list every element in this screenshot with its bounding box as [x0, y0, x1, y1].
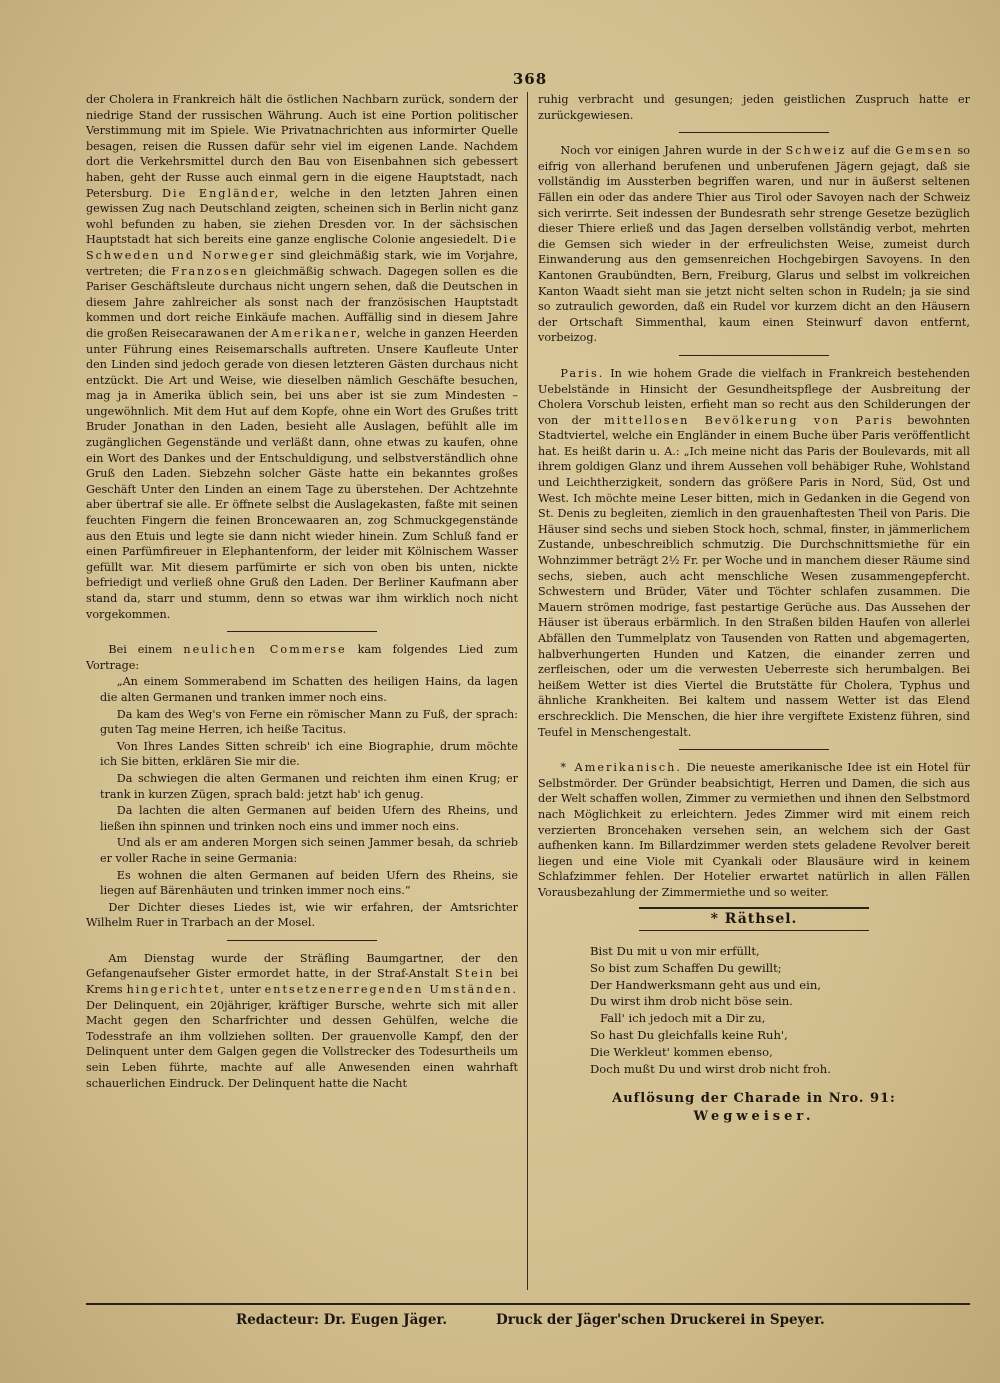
footer-rule	[86, 1303, 970, 1305]
riddle-line: So hast Du gleichfalls keine Ruh',	[590, 1028, 788, 1043]
riddle-poem	[538, 943, 970, 1077]
column-divider	[527, 92, 528, 1290]
article-execution-continued: ruhig verbracht und gesungen; jeden geistlichen Zuspruch hatte er zurückgewiesen.	[538, 93, 970, 122]
riddle-line: Doch mußt Du und wirst drob nicht froh.	[590, 1061, 831, 1076]
riddle-line: Du wirst ihm drob nicht böse sein.	[590, 994, 793, 1009]
page-number: 368	[512, 70, 548, 88]
separator	[679, 355, 829, 356]
right-column	[538, 92, 970, 1125]
poem-author-note: Der Dichter dieses Liedes ist, wie wir erfahren, der Amtsrichter Wilhelm Ruer in Trarbach an der Mosel.	[86, 900, 518, 930]
article-chamois: Noch vor einigen Jahren wurde in der Schweiz auf die Gemsen so eifrig von allerhand berufenen und unberufenen Jägern gejagt, daß sie vollständig im Aussterben begriffen waren, und nur in äußerst seltenen Fällen ein oder das andere Thier aus Tirol oder Savoyen nach der Schweiz sich verirrte. Seit indessen der Bundesrath sehr strenge Gesetze bezüglich dieser Thiere erließ und das Jagen derselben vollständig verbot, mehrten die Gemsen sich wieder in der erfreulichsten Weise, zumeist durch Einwanderung aus den gemsenreichen Hochgebirgen Savoyens. In den Kantonen Graubündten, Bern, Freiburg, Glarus und selbst im volkreichen Kanton Waadt sieht man sie jetzt nicht selten schon in Rudeln; ja sie sind so zutraulich geworden, daß ein Rudel vor kurzem dicht an den Häusern der Ortschaft Simmenthal, kaum einen Steinwurf davon entfernt, vorbeizog.	[538, 144, 970, 345]
riddle-line: Bist Du mit u von mir erfüllt,	[590, 944, 760, 959]
riddle-line: Fall' ich jedoch mit a Dir zu,	[600, 1011, 766, 1026]
separator	[679, 132, 829, 133]
article-tourists: der Cholera in Frankreich hält die östlichen Nachbarn zurück, sondern der niedrige Stand der russischen Währung. Auch ist eine Portion politischer Verstimmung mit im Spiele. Wie Privatnachrichten aus informirter Quelle besagen, reisen die Russen dafür sehr viel im eigenen Lande. Nachdem dort die Verkehrsmittel durch den Bau von Eisenbahnen sich gebessert haben, geht der Russe auch einmal gern in die eigene Hauptstadt, nach Petersburg. Die Engländer, welche in den letzten Jahren einen gewissen Zug nach Deutschland zeigten, scheinen sich in Berlin nicht ganz wohl befunden zu haben, sie ziehen Dresden vor. In der sächsischen Hauptstadt hat sich bereits eine ganze englische Colonie angesiedelt. Die Schweden und Norweger sind gleichmäßig stark, wie im Vorjahre, vertreten; die Franzosen gleichmäßig schwach. Dagegen sollen es die Pariser Geschäftsleute durchaus nicht ungern sehen, daß die Deutschen in diesem Jahre zahlreicher als sonst nach der französischen Hauptstadt kommen und dort reiche Einkäufe machen. Auffällig sind in diesem Jahre die großen Reisecarawanen der Amerikaner, welche in ganzen Heerden unter Führung eines Reisemarschalls auftreten. Unsere Kaufleute Unter den Linden sind jedoch gerade von diesen letzteren Gästen durchaus nicht entzückt. Die Art und Weise, wie dieselben nämlich Geschäfte besuchen, mag ja in Amerika üblich sein, bei uns aber ist sie zum Mindesten – ungewöhnlich. Mit dem Hut auf dem Kopfe, ohne ein Wort des Grußes tritt Bruder Jonathan in den Laden, besieht alle Auslagen, befühlt alle im zugänglichen Gegenstände und verläßt dann, ohne etwas zu kaufen, ohne ein Wort des Dankes und der Entschuldigung, und selbstverständlich ohne Gruß den Laden. Siebzehn solcher Gäste hatte ein bekanntes großes Geschäft Unter den Linden an einem Tage zu überstehen. Der Achtzehnte aber übertraf sie alle. Er öffnete selbst die Auslagekasten, faßte mit seinen feuchten Fingern die feinen Broncewaaren an, zog Schmuckgegenstände aus den Etuis und legte sie dann nicht wieder hinein. Zum Schluß fand er einen Parfümfireuer in Elephantenform, der leider mit Kölnischem Wasser gefüllt war. Mit diesem parfümirte er sich von oben bis unten, nickte befriedigt und verließ ohne Gruß den Laden. Der Berliner Kaufmann aber stand da, starr und stumm, denn so etwas war ihm wirklich noch nicht vorgekommen.	[86, 93, 519, 621]
riddle-line: Die Werkleut' kommen ebenso,	[590, 1044, 773, 1059]
riddle-line: So bist zum Schaffen Du gewillt;	[590, 960, 782, 975]
song-poem	[86, 674, 518, 898]
separator	[227, 940, 377, 941]
article-commers-intro: Bei einem neulichen Commerse kam folgendes Lied zum Vortrage:	[86, 643, 518, 672]
charade-solution-answer: Wegweiser.	[693, 1109, 815, 1125]
poem-verse: „An einem Sommerabend im Schatten des heiligen Hains, da lagen die alten Germanen und tranken immer noch eins.	[100, 675, 518, 704]
riddle-line: Der Handwerksmann geht aus und ein,	[590, 977, 821, 992]
printer-credit: Druck der Jäger'schen Druckerei in Speyer.	[496, 1312, 825, 1328]
article-paris: Paris. In wie hohem Grade die vielfach in Frankreich bestehenden Uebelstände in Hinsicht der Gesundheitspflege der Ausbreitung der Cholera Vorschub leisten, erfieht man so recht aus den Schilderungen der von der mittellosen Bevölkerung von Paris bewohnten Stadtviertel, welche ein Engländer in einem Buche über Paris veröffentlicht hat. Es heißt darin u. A.: „Ich meine nicht das Paris der Boulevards, mit all ihrem goldigen Glanz und ihrem Aussehen voll behäbiger Ruhe, Wohlstand und Leichtherzigkeit, sondern das größere Paris in Nord, Süd, Ost und West. Ich möchte meine Leser bitten, mich in Gedanken in die Gegend von St. Denis zu begleiten, ziemlich in den grauenhaftesten Theil von Paris. Die Häuser sind sechs und sieben Stock hoch, schmal, finster, in jämmerlichem Zustande, unbeschreiblich schmutzig. Die Durchschnittsmiethe für ein Wohnzimmer beträgt 2½ Fr. per Woche und in manchem dieser Räume sind sechs, sieben, auch acht menschliche Wesen zusammengepfercht. Schwestern und Brüder, Väter und Töchter schlafen zusammen. Die Mauern strömen modrige, fast pestartige Gerüche aus. Das Aussehen der Häuser ist überaus erbärmlich. In den Straßen bilden Haufen von allerlei Abfällen den Tummelplatz von Tausenden von Ratten und abgemagerten, halbverhungerten Hunden und Katzen, die einander zerren und zerfleischen, oder um die verwesten Ueberreste sich herumbalgen. Bei heißem Wetter ist dies Viertel die Brutstätte für Cholera, Typhus und ähnliche Krankheiten. Bei kaltem und nassem Wetter ist das Elend erschrecklich. Die Menschen, die hier ihre vergiftete Existenz führen, sind Teufel in Menschengestalt.	[538, 366, 971, 739]
article-american-hotel: * Amerikanisch. Die neueste amerikanische Idee ist ein Hotel für Selbstmörder. Der Gründer beabsichtigt, Herren und Damen, die sich aus der Welt schaffen wollen, Zimmer zu vermiethen und ihnen den Selbstmord nach Möglichkeit zu erleichtern. Jedes Zimmer wird mit einem reich verzierten Broncehaken versehen sein, an welchem sich der Gast aufhenken kann. Im Billardzimmer werden stets geladene Revolver bereit liegen und eine Viole mit Cyankali oder Blausäure wird in keinem Schlafzimmer fehlen. Der Hotelier erwartet natürlich in allen Fällen Vorausbezahlung der Zimmermiethe und so weiter.	[538, 761, 970, 899]
poem-verse: Da kam des Weg's von Ferne ein römischer Mann zu Fuß, der sprach: guten Tag meine Herren, ich heiße Tacitus.	[100, 707, 518, 737]
article-execution: Am Dienstag wurde der Sträfling Baumgartner, der den Gefangenaufseher Gister ermordet hatte, in der Straf-Anstalt Stein bei Krems hingerichtet, unter entsetzenerregenden Umständen. Der Delinquent, ein 20jähriger, kräftiger Bursche, wehrte sich mit aller Macht gegen den Scharfrichter und dessen Gehülfen, welche die Todesstrafe an ihm vollziehen sollten. Der grauenvolle Kampf, den der Delinquent unter dem Galgen gegen die Vollstrecker des Todesurtheils um sein Leben führte, machte auf alle Anwesenden einen wahrhaft schauerlichen Eindruck. Der Delinquent hatte die Nacht	[86, 951, 519, 1090]
editor-credit: Redacteur: Dr. Eugen Jäger.	[236, 1312, 448, 1328]
poem-verse: Von Ihres Landes Sitten schreib' ich eine Biographie, drum möchte ich Sie bitten, erklären Sie mir die.	[100, 739, 518, 769]
poem-verse: Es wohnen die alten Germanen auf beiden Ufern des Rheins, sie liegen auf Bärenhäuten und trinken immer noch eins.“	[100, 868, 518, 898]
charade-solution-label: Auflösung der Charade in Nro. 91:	[612, 1091, 896, 1107]
left-column	[86, 92, 518, 1092]
separator	[227, 631, 377, 632]
riddle-title: * Räthsel.	[639, 907, 869, 932]
poem-verse: Da schwiegen die alten Germanen und reichten ihm einen Krug; er trank in kurzen Zügen, sprach bald: jetzt hab' ich genug.	[100, 771, 518, 801]
separator	[679, 749, 829, 750]
poem-verse: Und als er am anderen Morgen sich seinen Jammer besah, da schrieb er voller Rache in seine Germania:	[100, 836, 518, 865]
poem-verse: Da lachten die alten Germanen auf beiden Ufern des Rheins, und ließen ihn spinnen und trinken noch eins und immer noch eins.	[100, 804, 518, 833]
